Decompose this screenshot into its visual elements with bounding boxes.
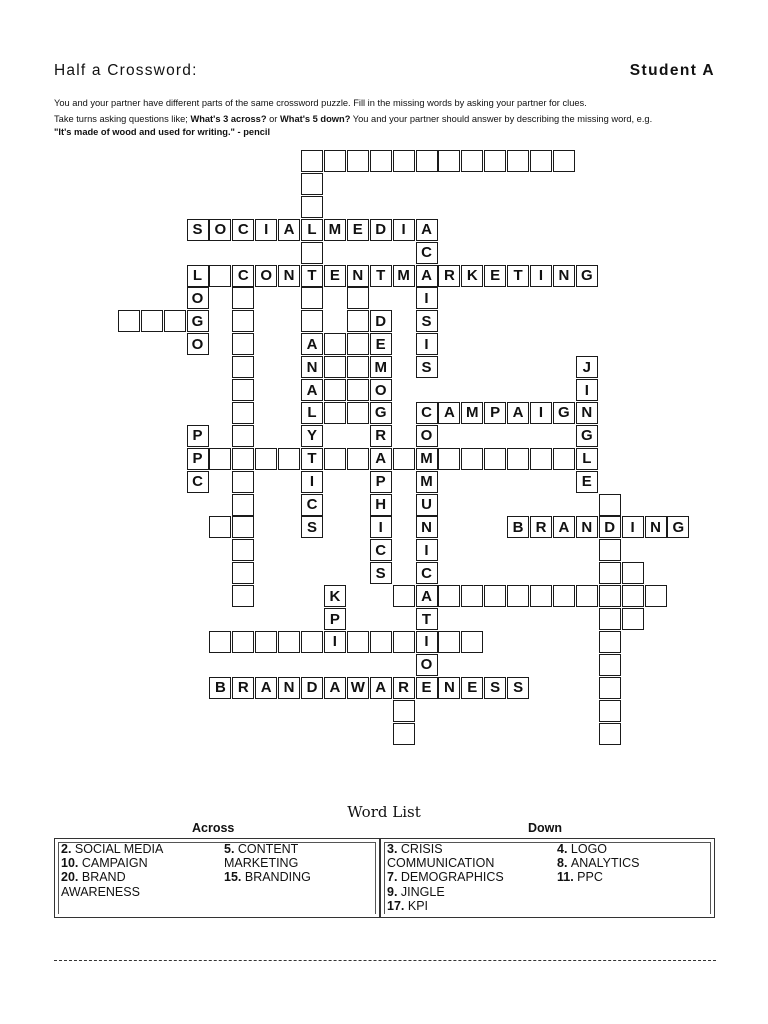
filled-cell: G xyxy=(370,402,392,424)
filled-cell: I xyxy=(530,402,552,424)
empty-cell[interactable] xyxy=(553,150,575,172)
filled-cell: G xyxy=(576,265,598,287)
filled-cell: S xyxy=(416,356,438,378)
empty-cell[interactable] xyxy=(622,585,644,607)
empty-cell[interactable] xyxy=(232,448,254,470)
word-entry xyxy=(61,856,163,870)
empty-cell[interactable] xyxy=(438,631,460,653)
filled-cell: N xyxy=(278,265,300,287)
filled-cell: O xyxy=(209,219,231,241)
empty-cell[interactable] xyxy=(438,585,460,607)
empty-cell[interactable] xyxy=(118,310,140,332)
empty-cell[interactable] xyxy=(507,150,529,172)
filled-cell: C xyxy=(416,562,438,584)
clue-number: 8. xyxy=(557,856,571,871)
empty-cell[interactable] xyxy=(209,631,231,653)
filled-cell: L xyxy=(301,219,323,241)
empty-cell[interactable] xyxy=(232,287,254,309)
filled-cell: S xyxy=(484,677,506,699)
empty-cell[interactable] xyxy=(324,402,346,424)
empty-cell[interactable] xyxy=(484,448,506,470)
empty-cell[interactable] xyxy=(393,631,415,653)
empty-cell[interactable] xyxy=(232,310,254,332)
empty-cell[interactable] xyxy=(209,265,231,287)
empty-cell[interactable] xyxy=(232,333,254,355)
filled-cell: G xyxy=(187,310,209,332)
empty-cell[interactable] xyxy=(393,448,415,470)
empty-cell[interactable] xyxy=(393,700,415,722)
filled-cell: N xyxy=(645,516,667,538)
empty-cell[interactable] xyxy=(232,402,254,424)
clue-number: 20. xyxy=(61,870,82,885)
word-entry xyxy=(387,856,504,870)
empty-cell[interactable] xyxy=(347,379,369,401)
empty-cell[interactable] xyxy=(484,150,506,172)
word-text: PPC xyxy=(577,870,603,885)
filled-cell: D xyxy=(599,516,621,538)
word-entry xyxy=(224,870,311,884)
filled-cell: P xyxy=(324,608,346,630)
word-entry xyxy=(61,842,163,856)
filled-cell: G xyxy=(553,402,575,424)
filled-cell: R xyxy=(438,265,460,287)
empty-cell[interactable] xyxy=(324,448,346,470)
filled-cell: O xyxy=(416,654,438,676)
filled-cell: P xyxy=(370,471,392,493)
filled-cell: P xyxy=(484,402,506,424)
empty-cell[interactable] xyxy=(347,402,369,424)
empty-cell[interactable] xyxy=(209,516,231,538)
clue-number: 7. xyxy=(387,870,401,885)
filled-cell: N xyxy=(438,677,460,699)
filled-cell: B xyxy=(507,516,529,538)
empty-cell[interactable] xyxy=(232,516,254,538)
filled-cell: O xyxy=(255,265,277,287)
empty-cell[interactable] xyxy=(553,585,575,607)
filled-cell: I xyxy=(393,219,415,241)
empty-cell[interactable] xyxy=(301,173,323,195)
word-entry xyxy=(61,885,163,899)
word-entry xyxy=(387,870,504,884)
empty-cell[interactable] xyxy=(622,608,644,630)
word-text: MARKETING xyxy=(224,856,299,871)
filled-cell: N xyxy=(416,516,438,538)
word-entry xyxy=(224,856,311,870)
empty-cell[interactable] xyxy=(347,333,369,355)
empty-cell[interactable] xyxy=(370,631,392,653)
instructions-line-2: Take turns asking questions like; What's 3 across? or What's 5 down? You and your partner should answer by describing the missing word, e.g. xyxy=(54,114,653,124)
filled-cell: I xyxy=(622,516,644,538)
down-list-col2 xyxy=(557,842,639,885)
word-entry xyxy=(387,899,504,913)
filled-cell: A xyxy=(324,677,346,699)
filled-cell: P xyxy=(187,448,209,470)
empty-cell[interactable] xyxy=(232,585,254,607)
clue-number: 9. xyxy=(387,884,401,899)
empty-cell[interactable] xyxy=(530,150,552,172)
word-list-title: Word List xyxy=(347,803,421,821)
word-text: KPI xyxy=(407,898,429,913)
empty-cell[interactable] xyxy=(553,448,575,470)
empty-cell[interactable] xyxy=(301,287,323,309)
filled-cell: B xyxy=(209,677,231,699)
filled-cell: I xyxy=(416,539,438,561)
filled-cell: M xyxy=(416,471,438,493)
filled-cell: T xyxy=(301,448,323,470)
filled-cell: M xyxy=(416,448,438,470)
word-text: AWARENESS xyxy=(61,884,140,899)
word-entry xyxy=(387,885,504,899)
down-heading: Down xyxy=(528,821,563,835)
clue-number: 3. xyxy=(387,842,401,856)
empty-cell[interactable] xyxy=(393,585,415,607)
filled-cell: A xyxy=(370,677,392,699)
filled-cell: T xyxy=(416,608,438,630)
filled-cell: D xyxy=(370,310,392,332)
empty-cell[interactable] xyxy=(599,539,621,561)
filled-cell: O xyxy=(187,287,209,309)
empty-cell[interactable] xyxy=(461,631,483,653)
filled-cell: E xyxy=(347,219,369,241)
word-entry xyxy=(387,842,504,856)
empty-cell[interactable] xyxy=(232,471,254,493)
empty-cell[interactable] xyxy=(255,448,277,470)
empty-cell[interactable] xyxy=(301,631,323,653)
worksheet-title: Half a Crossword: xyxy=(54,62,198,79)
clue-number: 4. xyxy=(557,842,571,856)
instructions-example: "It's made of wood and used for writing." - pencil xyxy=(54,127,271,137)
filled-cell: I xyxy=(576,379,598,401)
filled-cell: S xyxy=(187,219,209,241)
word-text: SOCIAL MEDIA xyxy=(74,842,164,856)
empty-cell[interactable] xyxy=(232,631,254,653)
filled-cell: R xyxy=(370,425,392,447)
empty-cell[interactable] xyxy=(599,677,621,699)
filled-cell: N xyxy=(347,265,369,287)
empty-cell[interactable] xyxy=(484,585,506,607)
filled-cell: C xyxy=(416,402,438,424)
filled-cell: T xyxy=(301,265,323,287)
filled-cell: A xyxy=(438,402,460,424)
empty-cell[interactable] xyxy=(232,539,254,561)
empty-cell[interactable] xyxy=(278,448,300,470)
filled-cell: A xyxy=(507,402,529,424)
empty-cell[interactable] xyxy=(347,287,369,309)
empty-cell[interactable] xyxy=(393,150,415,172)
filled-cell: L xyxy=(576,448,598,470)
clue-number: 5. xyxy=(224,842,238,856)
word-entry xyxy=(557,842,639,856)
empty-cell[interactable] xyxy=(461,448,483,470)
filled-cell: D xyxy=(301,677,323,699)
empty-cell[interactable] xyxy=(324,379,346,401)
empty-cell[interactable] xyxy=(507,448,529,470)
empty-cell[interactable] xyxy=(416,150,438,172)
empty-cell[interactable] xyxy=(255,631,277,653)
filled-cell: A xyxy=(255,677,277,699)
word-text: CONTENT xyxy=(237,842,299,856)
empty-cell[interactable] xyxy=(599,494,621,516)
filled-cell: M xyxy=(461,402,483,424)
clue-number: 10. xyxy=(61,856,82,871)
clue-number: 15. xyxy=(224,870,245,885)
empty-cell[interactable] xyxy=(324,150,346,172)
word-text: ANALYTICS xyxy=(570,856,640,871)
empty-cell[interactable] xyxy=(599,562,621,584)
word-text: CAMPAIGN xyxy=(81,856,148,871)
empty-cell[interactable] xyxy=(347,356,369,378)
filled-cell: C xyxy=(232,219,254,241)
empty-cell[interactable] xyxy=(324,356,346,378)
empty-cell[interactable] xyxy=(232,562,254,584)
empty-cell[interactable] xyxy=(347,631,369,653)
across-list-col1 xyxy=(61,842,163,899)
word-text: BRANDING xyxy=(244,870,311,885)
filled-cell: A xyxy=(416,585,438,607)
empty-cell[interactable] xyxy=(232,356,254,378)
clue-number: 17. xyxy=(387,898,408,913)
word-entry xyxy=(557,856,639,870)
filled-cell: N xyxy=(576,402,598,424)
filled-cell: C xyxy=(370,539,392,561)
across-list-col2 xyxy=(224,842,311,885)
empty-cell[interactable] xyxy=(576,585,598,607)
filled-cell: I xyxy=(416,287,438,309)
filled-cell: S xyxy=(301,516,323,538)
filled-cell: E xyxy=(576,471,598,493)
filled-cell: M xyxy=(324,219,346,241)
empty-cell[interactable] xyxy=(461,150,483,172)
filled-cell: I xyxy=(416,333,438,355)
empty-cell[interactable] xyxy=(232,425,254,447)
filled-cell: A xyxy=(416,265,438,287)
filled-cell: K xyxy=(324,585,346,607)
empty-cell[interactable] xyxy=(599,723,621,745)
empty-cell[interactable] xyxy=(370,150,392,172)
filled-cell: P xyxy=(187,425,209,447)
empty-cell[interactable] xyxy=(599,700,621,722)
filled-cell: I xyxy=(324,631,346,653)
clue-number: 11. xyxy=(557,870,578,885)
empty-cell[interactable] xyxy=(301,242,323,264)
filled-cell: I xyxy=(416,631,438,653)
filled-cell: L xyxy=(187,265,209,287)
filled-cell: H xyxy=(370,494,392,516)
empty-cell[interactable] xyxy=(530,448,552,470)
filled-cell: C xyxy=(301,494,323,516)
filled-cell: S xyxy=(507,677,529,699)
empty-cell[interactable] xyxy=(530,585,552,607)
filled-cell: E xyxy=(370,333,392,355)
filled-cell: T xyxy=(507,265,529,287)
empty-cell[interactable] xyxy=(599,631,621,653)
clue-number: 2. xyxy=(61,842,75,856)
empty-cell[interactable] xyxy=(347,448,369,470)
filled-cell: C xyxy=(416,242,438,264)
empty-cell[interactable] xyxy=(347,150,369,172)
down-word-box xyxy=(380,838,715,918)
empty-cell[interactable] xyxy=(393,723,415,745)
filled-cell: N xyxy=(553,265,575,287)
filled-cell: U xyxy=(416,494,438,516)
empty-cell[interactable] xyxy=(599,654,621,676)
filled-cell: Y xyxy=(301,425,323,447)
filled-cell: R xyxy=(232,677,254,699)
empty-cell[interactable] xyxy=(438,150,460,172)
word-text: JINGLE xyxy=(400,884,445,899)
filled-cell: A xyxy=(301,333,323,355)
filled-cell: E xyxy=(324,265,346,287)
empty-cell[interactable] xyxy=(461,585,483,607)
empty-cell[interactable] xyxy=(507,585,529,607)
across-word-box xyxy=(54,838,380,918)
empty-cell[interactable] xyxy=(645,585,667,607)
filled-cell: I xyxy=(255,219,277,241)
filled-cell: T xyxy=(370,265,392,287)
filled-cell: O xyxy=(187,333,209,355)
instructions-line-1: You and your partner have different parts of the same crossword puzzle. Fill in the missing words by asking your partner for clues. xyxy=(54,98,587,108)
filled-cell: O xyxy=(416,425,438,447)
filled-cell: O xyxy=(370,379,392,401)
filled-cell: I xyxy=(530,265,552,287)
across-heading: Across xyxy=(192,821,235,835)
empty-cell[interactable] xyxy=(599,585,621,607)
filled-cell: M xyxy=(370,356,392,378)
filled-cell: R xyxy=(393,677,415,699)
word-text: DEMOGRAPHICS xyxy=(400,870,504,885)
word-entry xyxy=(61,870,163,884)
empty-cell[interactable] xyxy=(278,631,300,653)
empty-cell[interactable] xyxy=(209,448,231,470)
down-list-col1 xyxy=(387,842,504,913)
filled-cell: E xyxy=(416,677,438,699)
filled-cell: I xyxy=(370,516,392,538)
filled-cell: W xyxy=(347,677,369,699)
filled-cell: C xyxy=(232,265,254,287)
empty-cell[interactable] xyxy=(599,608,621,630)
empty-cell[interactable] xyxy=(324,333,346,355)
word-text: COMMUNICATION xyxy=(387,856,495,871)
cut-line xyxy=(54,960,716,961)
student-label: Student A xyxy=(629,62,715,79)
word-text: CRISIS xyxy=(400,842,443,856)
empty-cell[interactable] xyxy=(301,310,323,332)
filled-cell: K xyxy=(461,265,483,287)
empty-cell[interactable] xyxy=(347,310,369,332)
empty-cell[interactable] xyxy=(141,310,163,332)
filled-cell: L xyxy=(301,402,323,424)
filled-cell: R xyxy=(530,516,552,538)
filled-cell: N xyxy=(576,516,598,538)
filled-cell: A xyxy=(301,379,323,401)
empty-cell[interactable] xyxy=(164,310,186,332)
filled-cell: G xyxy=(576,425,598,447)
filled-cell: A xyxy=(553,516,575,538)
empty-cell[interactable] xyxy=(301,150,323,172)
empty-cell[interactable] xyxy=(301,196,323,218)
filled-cell: E xyxy=(484,265,506,287)
word-text: LOGO xyxy=(570,842,608,856)
filled-cell: A xyxy=(370,448,392,470)
filled-cell: A xyxy=(278,219,300,241)
filled-cell: N xyxy=(278,677,300,699)
filled-cell: I xyxy=(301,471,323,493)
empty-cell[interactable] xyxy=(232,494,254,516)
filled-cell: N xyxy=(301,356,323,378)
empty-cell[interactable] xyxy=(438,448,460,470)
empty-cell[interactable] xyxy=(232,379,254,401)
filled-cell: E xyxy=(461,677,483,699)
empty-cell[interactable] xyxy=(622,562,644,584)
filled-cell: J xyxy=(576,356,598,378)
word-text: BRAND xyxy=(81,870,126,885)
filled-cell: M xyxy=(393,265,415,287)
filled-cell: S xyxy=(416,310,438,332)
filled-cell: C xyxy=(187,471,209,493)
filled-cell: S xyxy=(370,562,392,584)
word-entry xyxy=(224,842,311,856)
filled-cell: A xyxy=(416,219,438,241)
filled-cell: G xyxy=(667,516,689,538)
filled-cell: D xyxy=(370,219,392,241)
word-entry xyxy=(557,870,639,884)
